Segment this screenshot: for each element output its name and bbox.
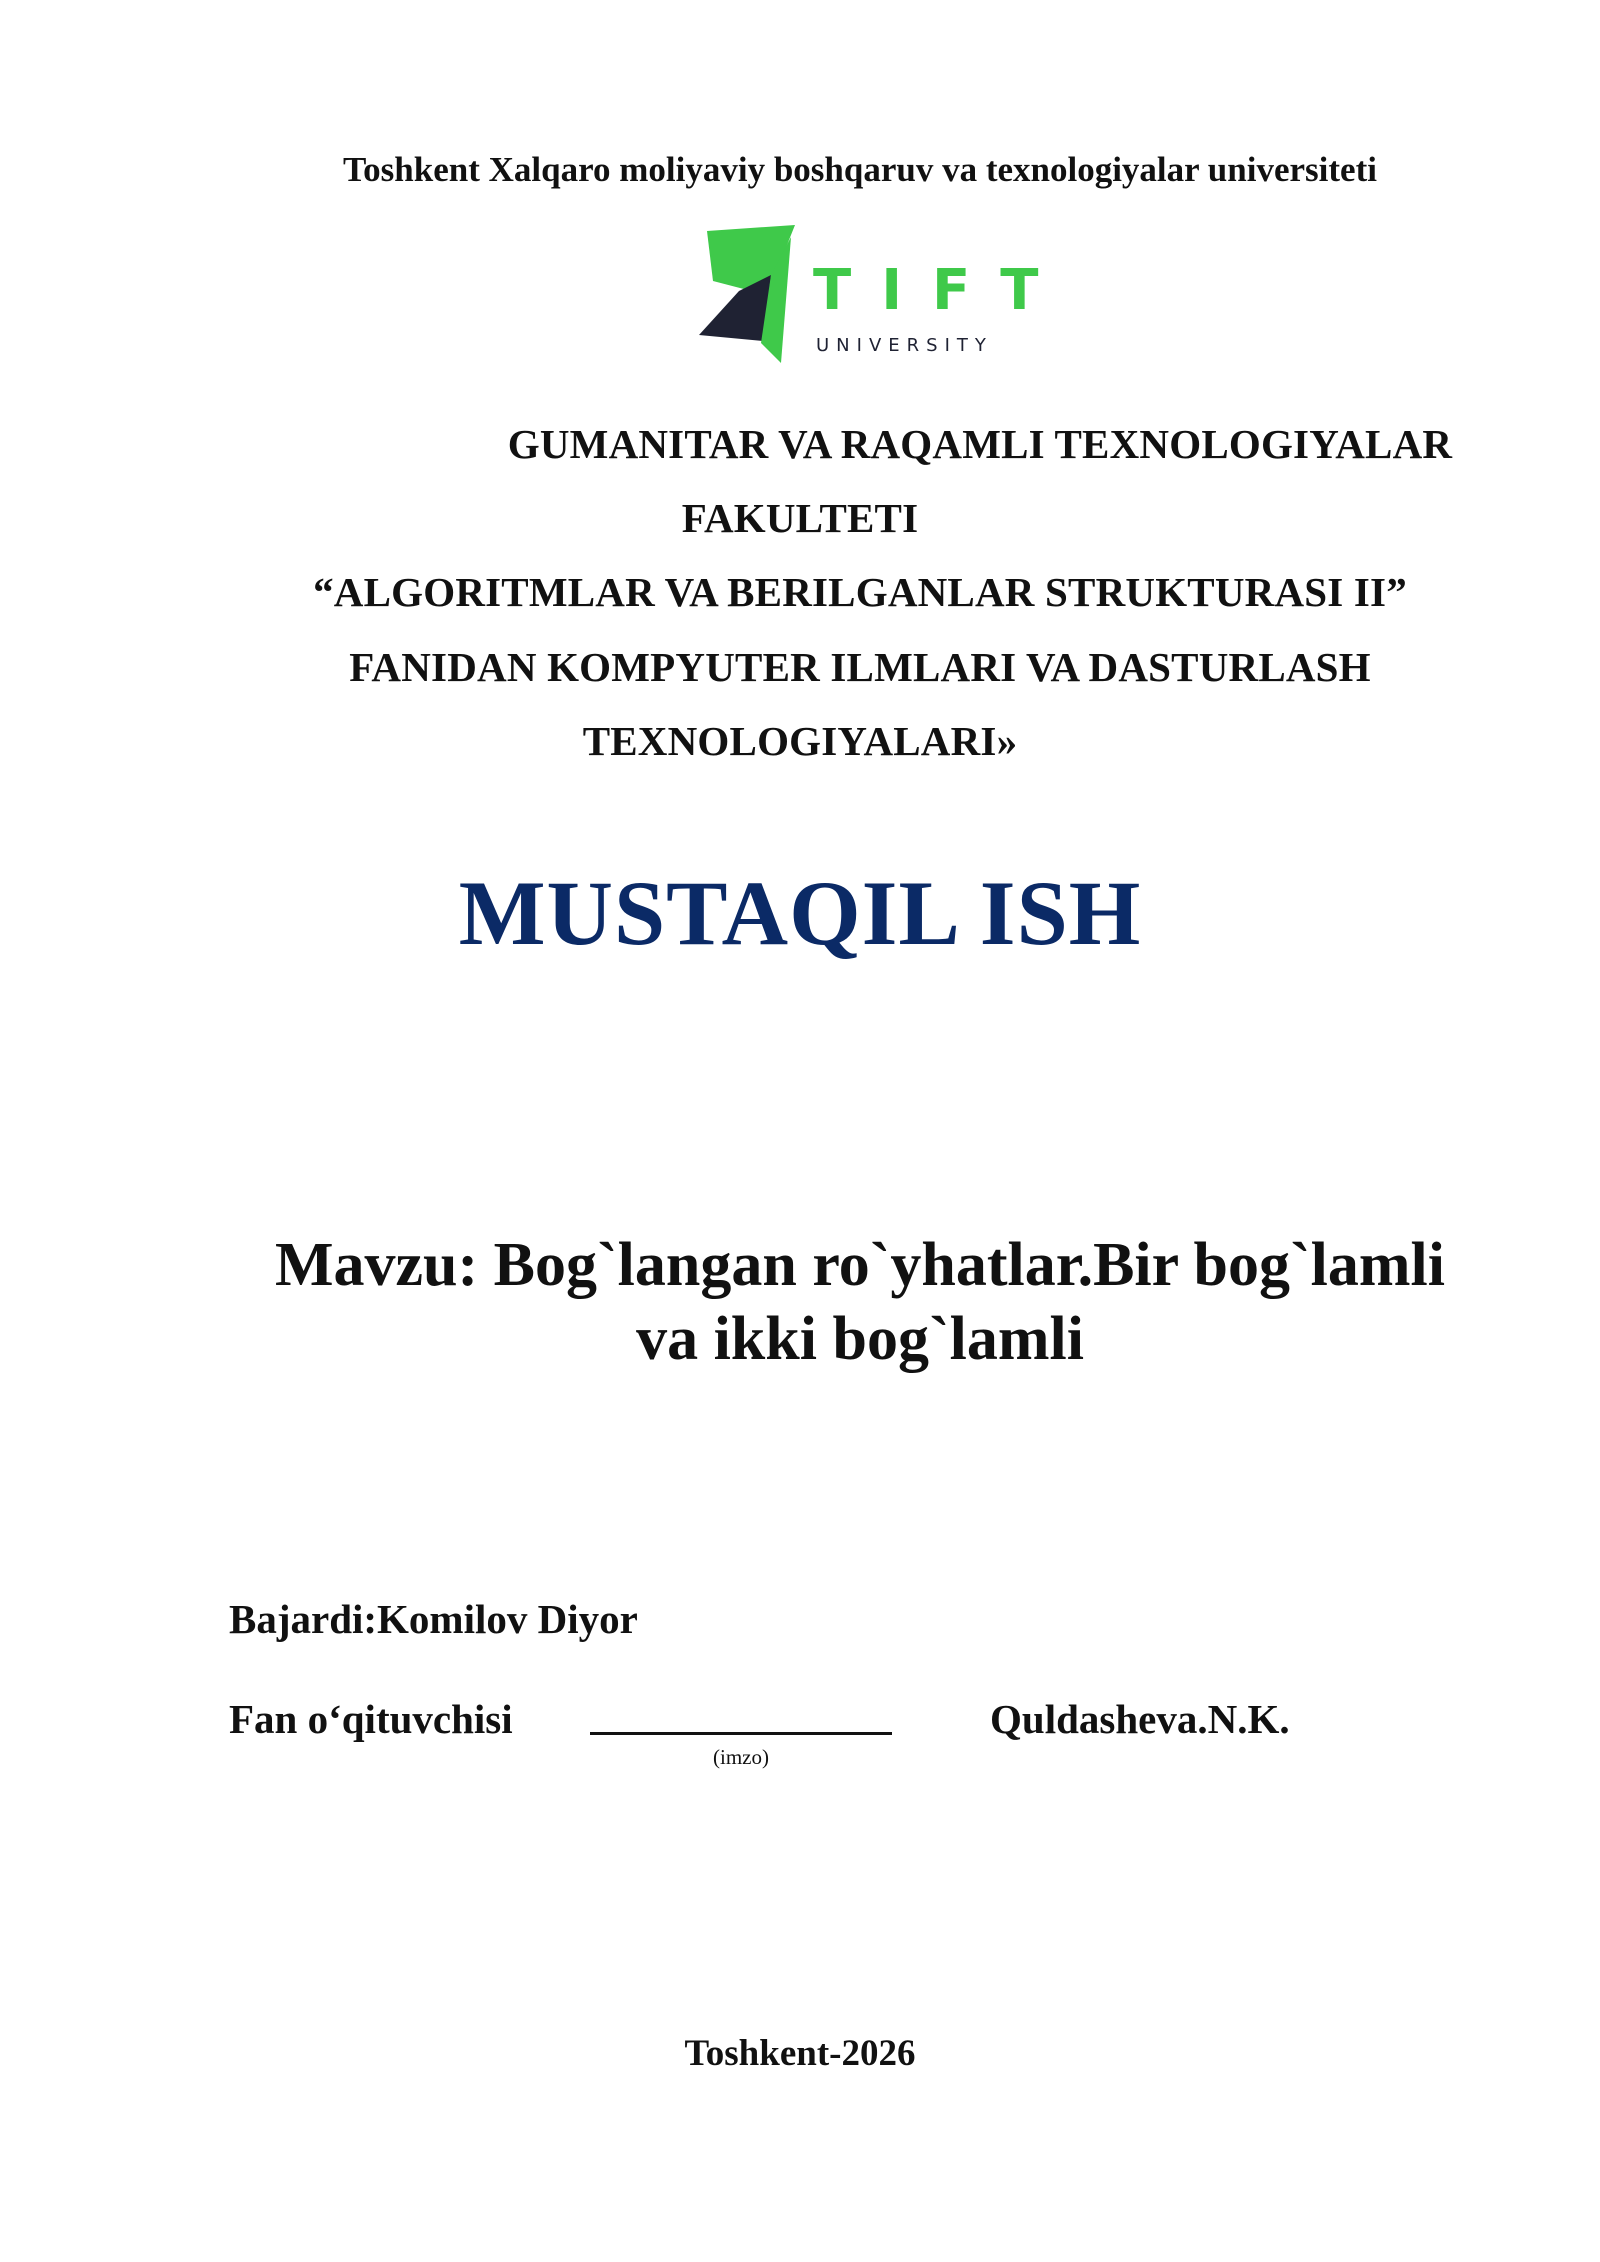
course-line-1: “ALGORITMLAR VA BERILGANLAR STRUKTURASI II” (313, 569, 1407, 615)
city-year: Toshkent-2026 (684, 2033, 916, 2074)
topic-line-1: Mavzu: Bog`langan ro`yhatlar.Bir bog`lamli (274, 1231, 1445, 1299)
topic-block (230, 1228, 1490, 1376)
university-name: Toshkent Xalqaro moliyaviy boshqaruv va texnologiyalar universiteti (343, 150, 1377, 189)
signature-caption: (imzo) (713, 1745, 769, 1769)
teacher-label: Fan o‘qituvchisi (229, 1696, 513, 1742)
teacher-name: Quldasheva.N.K. (990, 1696, 1290, 1742)
topic-line-2: va ikki bog`lamli (636, 1305, 1084, 1373)
logo-wordmark: TIFT (813, 258, 1069, 323)
page-title: MUSTAQIL ISH (458, 862, 1142, 964)
tift-university-logo (695, 215, 1069, 375)
done-by-label: Bajardi:Komilov Diyor (229, 1596, 638, 1642)
course-line-2: FANIDAN KOMPYUTER ILMLARI VA DASTURLASH (349, 644, 1371, 690)
course-line-3: TEXNOLOGIYALARI» (582, 718, 1018, 764)
signature-line (590, 1732, 892, 1735)
logo-subtext: UNIVERSITY (816, 335, 993, 356)
faculty-line-1: GUMANITAR VA RAQAMLI TEXNOLOGIYALAR (507, 421, 1453, 467)
faculty-line-2: FAKULTETI (681, 495, 919, 541)
